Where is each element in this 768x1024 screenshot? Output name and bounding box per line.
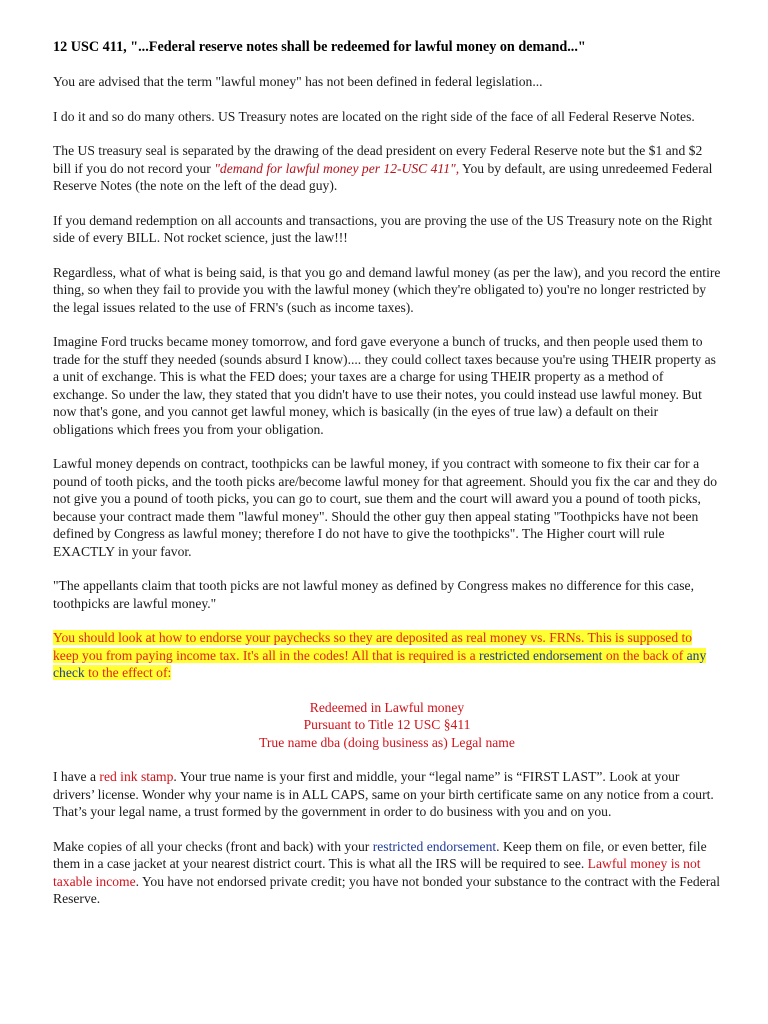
paragraph-red-ink-stamp bbox=[53, 768, 721, 821]
paragraph-make-copies bbox=[53, 838, 721, 908]
paragraph-demand-redemption: If you demand redemption on all accounts and transactions, you are proving the use of the US Treasury note on the Right side of every BILL. Not rocket science, just the law!!! bbox=[53, 212, 713, 245]
paragraph-text: . You have not endorsed private credit; you have not bonded your substance to the contract with the Federal Reserve. bbox=[53, 873, 721, 906]
demand-quote: "demand for lawful money per 12-USC 411", bbox=[214, 160, 460, 176]
highlighted-red-text: to the effect of: bbox=[84, 665, 172, 680]
highlighted-red-text: You should look at how to endorse your paychecks so they are deposited as real money vs. FRNs. This is supposed to keep you from paying income tax. It's all in the codes! All that is required is a bbox=[53, 630, 693, 663]
paragraph-text: . Your true name is your first and middle, your “legal name” is “FIRST LAST”. Look at your drivers’ license. Wonder why your name is in ALL CAPS, same on your birth certificate same on any notice from a court. That’s your legal name, a trust formed by the government in order to do business with you and on you. bbox=[53, 769, 714, 819]
restricted-endorsement-term: restricted endorsement bbox=[479, 647, 603, 663]
paragraph-ford-trucks: Imagine Ford trucks became money tomorrow, and ford gave everyone a bunch of trucks, and then people used them to trade for the stuff they needed (sounds absurd I know).... they could collect taxes because you're using THEIR property as a unit of exchange. This is what the FED does; your taxes are a charge for using THEIR property as a method of exchange. So under the law, they stated that you didn't have to use their notes, you could instead use lawful money. But now that's gone, and you cannot get lawful money, which is basically (in the eyes of true law) a default on their obligations which frees you from your obligation. bbox=[53, 334, 716, 437]
any-check-term: any check bbox=[53, 647, 707, 680]
paragraph-text: You by default, are using unredeemed Federal Reserve Notes (the note on the left of the dead guy). bbox=[53, 160, 713, 193]
paragraph-treasury-seal bbox=[53, 142, 721, 195]
paragraph-text: Make copies of all your checks (front and back) with your bbox=[53, 838, 373, 854]
highlighted-text bbox=[53, 630, 706, 680]
paragraph-text: I have a bbox=[53, 769, 100, 784]
paragraph-lawful-money-definition: You are advised that the term "lawful money" has not been defined in federal legislation... bbox=[53, 74, 543, 89]
paragraph-toothpicks: Lawful money depends on contract, toothpicks can be lawful money, if you contract with someone to fix their car for a pound of tooth picks, and the tooth picks are/become lawful money for that agreement. Should you fix the car and they do not give you a pound of tooth picks, you can go to court, sue them and the court will award you a pound of tooth picks, because your contract made them "lawful money". Should the other guy then appeal stating "Toothpicks have not been defined by Congress as lawful money; therefore I do not have to give the toothpicks". The Higher court will rule EXACTLY in your favor. bbox=[53, 456, 718, 559]
endorsement-block bbox=[53, 699, 721, 752]
endorsement-line-2: Pursuant to Title 12 USC §411 bbox=[303, 717, 471, 732]
red-ink-stamp-term: red ink stamp bbox=[99, 769, 174, 784]
paragraph-regardless: Regardless, what of what is being said, is that you go and demand lawful money (as per the law), and you record the entire thing, so when they fail to provide you with the lawful money (which they're obligated to) you're no longer restricted by the legal issues related to the use of FRN's (such as income taxes). bbox=[53, 264, 721, 315]
endorsement-line-1: Redeemed in Lawful money bbox=[309, 699, 465, 715]
document-page bbox=[53, 38, 721, 925]
endorsement-line-3: True name dba (doing business as) Legal name bbox=[259, 734, 515, 750]
paragraph-appellants-quote: "The appellants claim that tooth picks are not lawful money as defined by Congress makes no difference for this case, toothpicks are lawful money." bbox=[53, 578, 694, 611]
paragraph-endorse-paychecks bbox=[53, 629, 721, 682]
paragraph-treasury-notes: I do it and so do many others. US Treasury notes are located on the right side of the face of all Federal Reserve Notes. bbox=[53, 108, 695, 124]
paragraph-text: . Keep them on file, or even better, file them in a case jacket at your nearest district court. This is what all the IRS will be required to see. bbox=[53, 838, 707, 871]
document-title: 12 USC 411, "...Federal reserve notes shall be redeemed for lawful money on demand..." bbox=[53, 39, 586, 55]
highlighted-red-text: on the back of bbox=[602, 647, 687, 663]
paragraph-text: The US treasury seal is separated by the drawing of the dead president on every Federal Reserve note but the $1 and $2 bill if you do not record your bbox=[53, 143, 703, 176]
not-taxable-income-term: Lawful money is not taxable income bbox=[53, 856, 701, 889]
restricted-endorsement-term: restricted endorsement bbox=[372, 838, 497, 854]
